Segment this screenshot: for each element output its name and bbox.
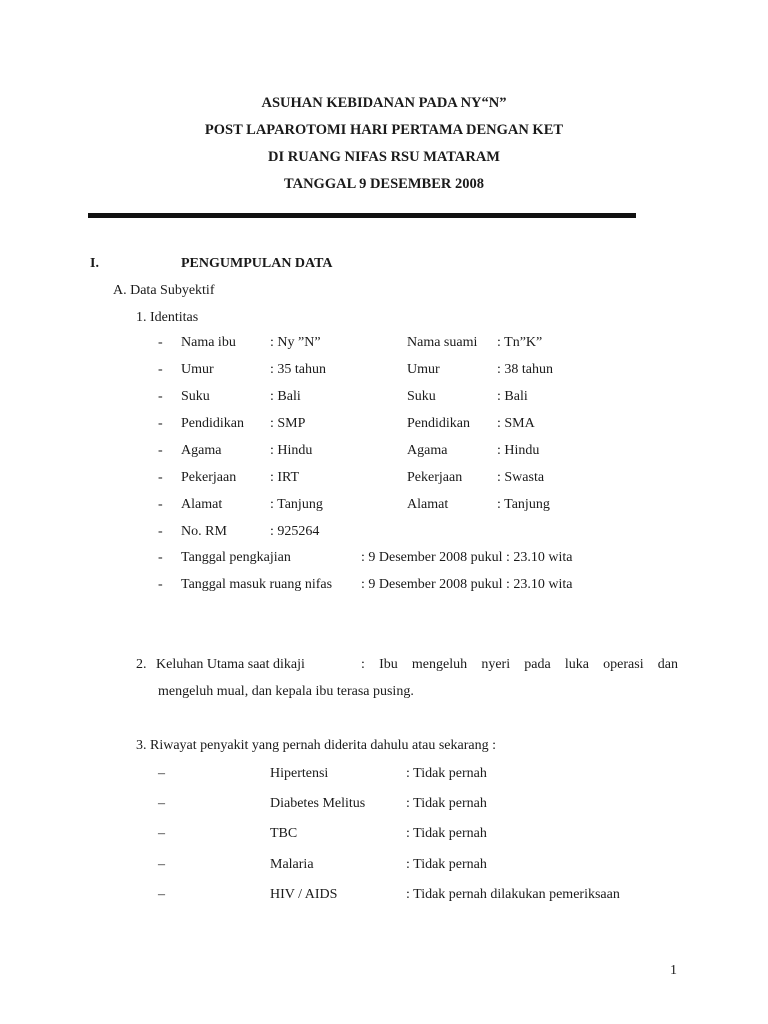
field-label: Nama ibu xyxy=(181,335,236,350)
field-value: : 9 Desember 2008 pukul : 23.10 wita xyxy=(361,550,573,565)
page-number: 1 xyxy=(670,963,677,978)
disease-name: TBC xyxy=(270,826,298,841)
field-label: Tanggal masuk ruang nifas xyxy=(181,577,333,592)
list-bullet: - xyxy=(158,497,163,512)
riwayat-heading: 3. Riwayat penyakit yang pernah diderita dahulu atau sekarang : xyxy=(136,738,496,753)
field-label: Suku xyxy=(181,389,210,404)
field-label: Tanggal pengkajian xyxy=(181,550,291,565)
disease-name: Malaria xyxy=(270,857,314,872)
list-bullet: – xyxy=(158,766,165,781)
field-value: : SMP xyxy=(270,416,306,431)
list-bullet: – xyxy=(158,826,165,841)
identitas-heading: 1. Identitas xyxy=(136,310,199,325)
list-bullet: - xyxy=(158,524,163,539)
field-value: : Tanjung xyxy=(497,497,550,512)
field-label: Pendidikan xyxy=(407,416,470,431)
doc-title-line-1: ASUHAN KEBIDANAN PADA NY“N” xyxy=(261,95,507,111)
field-value: : Tn”K” xyxy=(497,335,543,350)
field-label: Pendidikan xyxy=(181,416,244,431)
field-value: : Bali xyxy=(270,389,301,404)
list-bullet: - xyxy=(158,550,163,565)
field-label: No. RM xyxy=(181,524,227,539)
section-number: I. xyxy=(90,256,99,271)
list-bullet: – xyxy=(158,887,165,902)
field-value: : Swasta xyxy=(497,470,545,485)
list-bullet: - xyxy=(158,335,163,350)
field-value: : 38 tahun xyxy=(497,362,553,377)
field-value: : Bali xyxy=(497,389,528,404)
field-value: : SMA xyxy=(497,416,535,431)
disease-status: : Tidak pernah dilakukan pemeriksaan xyxy=(406,887,620,902)
field-label: Agama xyxy=(407,443,448,458)
disease-status: : Tidak pernah xyxy=(406,796,487,811)
field-label: Agama xyxy=(181,443,222,458)
list-bullet: - xyxy=(158,362,163,377)
list-bullet: – xyxy=(158,796,165,811)
keluhan-text-line-1: : Ibu mengeluh nyeri pada luka operasi dan xyxy=(361,657,678,672)
field-label: Nama suami xyxy=(407,335,478,350)
list-bullet: - xyxy=(158,416,163,431)
field-value: : Ny ”N” xyxy=(270,335,321,350)
list-bullet: - xyxy=(158,443,163,458)
disease-name: Hipertensi xyxy=(270,766,329,781)
field-value: : Hindu xyxy=(497,443,540,458)
field-value: : Tanjung xyxy=(270,497,323,512)
field-label: Pekerjaan xyxy=(181,470,237,485)
disease-status: : Tidak pernah xyxy=(406,857,487,872)
list-bullet: - xyxy=(158,470,163,485)
disease-name: Diabetes Melitus xyxy=(270,796,366,811)
list-bullet: - xyxy=(158,389,163,404)
field-label: Umur xyxy=(407,362,440,377)
field-label: Alamat xyxy=(407,497,449,512)
field-value: : 35 tahun xyxy=(270,362,326,377)
subsection-heading: A. Data Subyektif xyxy=(113,283,215,298)
field-label: Pekerjaan xyxy=(407,470,463,485)
list-bullet: - xyxy=(158,577,163,592)
doc-title-line-2: POST LAPAROTOMI HARI PERTAMA DENGAN KET xyxy=(204,122,564,138)
field-label: Umur xyxy=(181,362,214,377)
doc-title-line-4: TANGGAL 9 DESEMBER 2008 xyxy=(284,176,484,192)
field-label: Suku xyxy=(407,389,436,404)
keluhan-text-line-2: mengeluh mual, dan kepala ibu terasa pusing. xyxy=(158,684,414,699)
keluhan-label: Keluhan Utama saat dikaji xyxy=(156,657,305,672)
disease-status: : Tidak pernah xyxy=(406,766,487,781)
list-bullet: – xyxy=(158,857,165,872)
field-value: : Hindu xyxy=(270,443,313,458)
disease-name: HIV / AIDS xyxy=(270,887,338,902)
field-value: : IRT xyxy=(270,470,300,485)
header-divider xyxy=(88,213,636,218)
disease-status: : Tidak pernah xyxy=(406,826,487,841)
keluhan-number: 2. xyxy=(136,657,147,672)
field-label: Alamat xyxy=(181,497,223,512)
field-value: : 925264 xyxy=(270,524,320,539)
doc-title-line-3: DI RUANG NIFAS RSU MATARAM xyxy=(268,149,500,165)
section-title: PENGUMPULAN DATA xyxy=(181,256,333,271)
field-value: : 9 Desember 2008 pukul : 23.10 wita xyxy=(361,577,573,592)
